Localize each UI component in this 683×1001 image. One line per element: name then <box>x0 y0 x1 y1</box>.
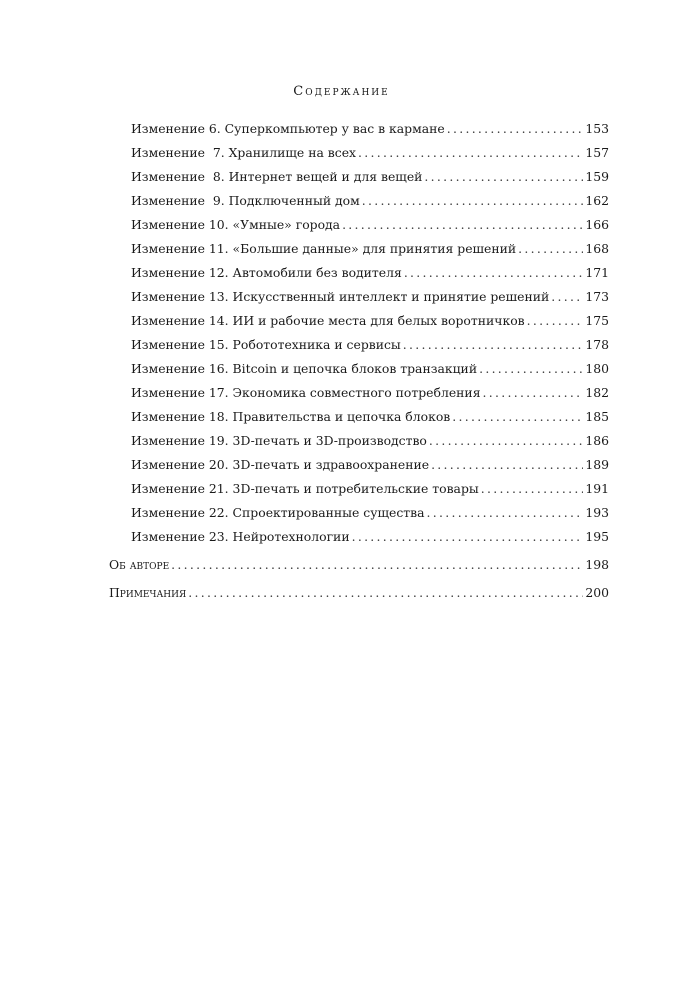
toc-entry-label: Изменение 12. Автомобили без водителя <box>131 265 402 280</box>
toc-entry-label: Изменение 23. Нейротехнологии <box>131 529 350 544</box>
toc-entry-label: Изменение 6. Суперкомпьютер у вас в кармане <box>131 121 445 136</box>
toc-entry-page: 178 <box>585 337 609 352</box>
dot-leader <box>352 525 584 549</box>
toc-entry-change-8 <box>0 165 609 189</box>
toc-entry-page: 186 <box>585 433 609 448</box>
toc-entry-page: 189 <box>585 457 609 472</box>
toc-entry-label: Изменение 16. Bitcoin и цепочка блоков транзакций <box>131 361 478 376</box>
toc-entry-page: 157 <box>585 145 609 160</box>
dot-leader <box>424 165 583 189</box>
dot-leader <box>518 237 583 261</box>
toc-entry-page: 171 <box>585 265 609 280</box>
toc-entry-page: 159 <box>585 169 609 184</box>
toc-list <box>0 117 683 605</box>
toc-entry-change-17 <box>0 381 609 405</box>
toc-entry-change-12 <box>0 261 609 285</box>
toc-entry-change-14 <box>0 309 609 333</box>
toc-entry-change-6 <box>0 117 609 141</box>
toc-entry-change-22 <box>0 501 609 525</box>
toc-entry-label: Об авторе <box>109 557 170 572</box>
dot-leader <box>362 189 584 213</box>
dot-leader <box>431 453 583 477</box>
toc-entry-change-11 <box>0 237 609 261</box>
dot-leader <box>171 553 583 577</box>
dot-leader <box>551 285 583 309</box>
toc-entry-label: Изменение 10. «Умные» города <box>131 217 341 232</box>
toc-entry-label: Изменение 11. «Большие данные» для принятия решений <box>131 241 517 256</box>
dot-leader <box>188 581 583 605</box>
toc-entry-page: 191 <box>585 481 609 496</box>
toc-entry-label: Изменение 15. Робототехника и сервисы <box>131 337 401 352</box>
toc-entry-change-19 <box>0 429 609 453</box>
toc-entry-label: Изменение 8. Интернет вещей и для вещей <box>131 169 423 184</box>
toc-entry-change-20 <box>0 453 609 477</box>
toc-title: Содержание <box>293 84 390 99</box>
toc-entry-change-15 <box>0 333 609 357</box>
toc-entry-page: 200 <box>585 585 609 600</box>
toc-entry-change-21 <box>0 477 609 501</box>
toc-entry-page: 166 <box>585 217 609 232</box>
toc-entry-change-9 <box>0 189 609 213</box>
dot-leader <box>427 501 584 525</box>
toc-entry-page: 198 <box>585 557 609 572</box>
toc-entry-page: 162 <box>585 193 609 208</box>
toc-entry-label: Изменение 19. 3D-печать и 3D-производство <box>131 433 427 448</box>
dot-leader <box>483 381 584 405</box>
toc-entry-page: 180 <box>585 361 609 376</box>
toc-entry-change-10 <box>0 213 609 237</box>
toc-entry-change-16 <box>0 357 609 381</box>
toc-entry-page: 175 <box>585 313 609 328</box>
dot-leader <box>342 213 583 237</box>
dot-leader <box>403 333 584 357</box>
toc-entry-page: 193 <box>585 505 609 520</box>
toc-entry-label: Примечания <box>109 585 187 600</box>
toc-entry-label: Изменение 9. Подключенный дом <box>131 193 360 208</box>
toc-entry-page: 173 <box>585 289 609 304</box>
toc-entry-label: Изменение 20. 3D-печать и здравоохранение <box>131 457 430 472</box>
toc-entry-page: 185 <box>585 409 609 424</box>
dot-leader <box>527 309 584 333</box>
toc-entry-change-7 <box>0 141 609 165</box>
toc-entry-notes <box>0 581 609 605</box>
toc-entry-change-18 <box>0 405 609 429</box>
dot-leader <box>404 261 584 285</box>
toc-entry-label: Изменение 22. Спроектированные существа <box>131 505 425 520</box>
toc-entry-label: Изменение 13. Искусственный интеллект и принятие решений <box>131 289 550 304</box>
dot-leader <box>452 405 583 429</box>
toc-entry-page: 182 <box>585 385 609 400</box>
toc-entry-page: 153 <box>585 121 609 136</box>
toc-entry-label: Изменение 17. Экономика совместного потребления <box>131 385 481 400</box>
toc-entry-change-23 <box>0 525 609 549</box>
toc-entry-label: Изменение 7. Хранилище на всех <box>131 145 357 160</box>
toc-entry-label: Изменение 14. ИИ и рабочие места для белых воротничков <box>131 313 525 328</box>
dot-leader <box>481 477 584 501</box>
dot-leader <box>358 141 583 165</box>
toc-entry-change-13 <box>0 285 609 309</box>
dot-leader <box>447 117 584 141</box>
toc-entry-about-author <box>0 553 609 577</box>
toc-entry-page: 168 <box>585 241 609 256</box>
dot-leader <box>479 357 583 381</box>
toc-entry-page: 195 <box>585 529 609 544</box>
toc-entry-label: Изменение 21. 3D-печать и потребительские товары <box>131 481 479 496</box>
toc-entry-label: Изменение 18. Правительства и цепочка блоков <box>131 409 451 424</box>
dot-leader <box>429 429 583 453</box>
